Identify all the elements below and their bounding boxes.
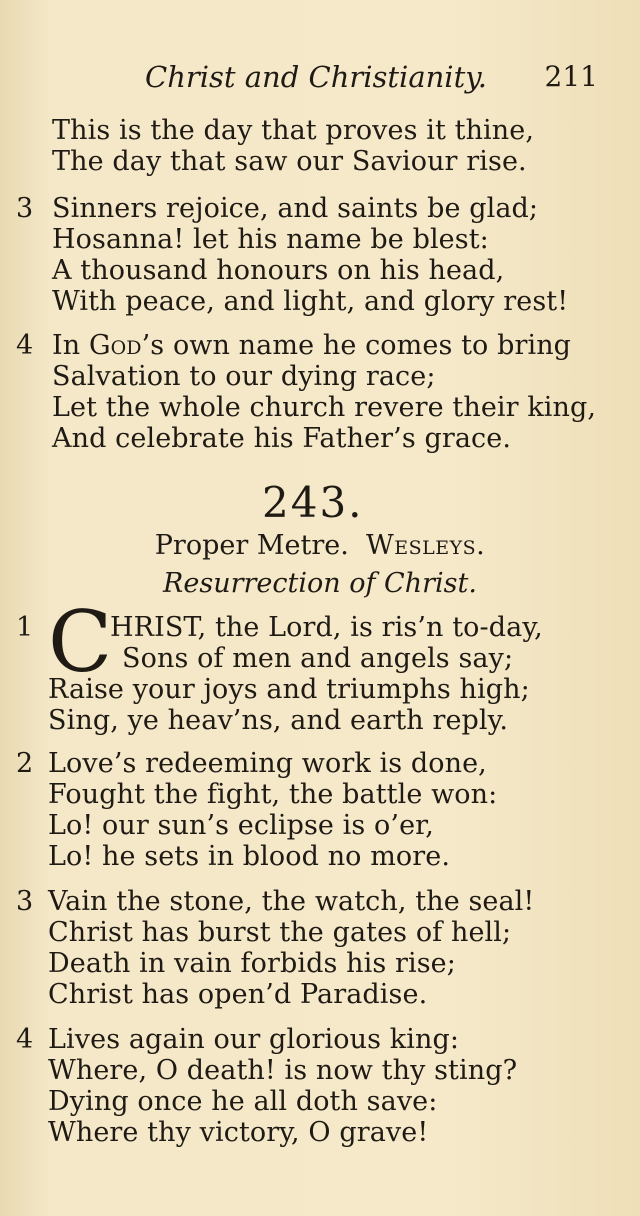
verse-line: Lo! our sun’s eclipse is o’er, xyxy=(48,810,434,841)
stanza-number: 2 xyxy=(16,748,34,779)
stanza-number: 1 xyxy=(16,612,34,643)
verse-line: Lives again our glorious king: xyxy=(48,1024,460,1055)
hymn-number: 243. xyxy=(262,478,364,527)
meter-line xyxy=(0,530,640,561)
verse-line: Hosanna! let his name be blest: xyxy=(52,224,489,255)
verse-line: With peace, and light, and glory rest! xyxy=(52,286,569,317)
running-head xyxy=(0,60,640,100)
hymn-subject: Resurrection of Christ. xyxy=(163,568,477,599)
verse-text: In xyxy=(52,330,89,361)
stanza-number: 3 xyxy=(16,886,34,917)
running-title: Christ and Christianity. xyxy=(145,60,487,94)
verse-line: Where, O death! is now thy sting? xyxy=(48,1055,518,1086)
verse-line: Love’s redeeming work is done, xyxy=(48,748,487,779)
verse-line xyxy=(52,330,571,361)
verse-line: HRIST, the Lord, is ris’n to-day, xyxy=(110,612,543,643)
page-number: 211 xyxy=(544,60,598,93)
drop-cap: C xyxy=(48,593,113,691)
verse-line: A thousand honours on his head, xyxy=(52,255,505,286)
verse-line: Death in vain forbids his rise; xyxy=(48,948,456,979)
verse-line: Dying once he all doth save: xyxy=(48,1086,438,1117)
stanza-number: 3 xyxy=(16,193,34,224)
verse-line: Let the whole church revere their king, xyxy=(52,392,597,423)
verse-line: Christ has burst the gates of hell; xyxy=(48,917,512,948)
verse-line: Sinners rejoice, and saints be glad; xyxy=(52,193,539,224)
verse-line: This is the day that proves it thine, xyxy=(52,115,535,146)
meter: Proper Metre. xyxy=(154,530,349,561)
verse-line: Sons of men and angels say; xyxy=(122,643,514,674)
stanza-number: 4 xyxy=(16,1024,34,1055)
verse-text: ’s own name he comes to bring xyxy=(141,330,572,361)
verse-line: Salvation to our dying race; xyxy=(52,361,436,392)
divine-name: God xyxy=(88,330,142,361)
verse-line: And celebrate his Father’s grace. xyxy=(52,423,512,454)
verse-line: Lo! he sets in blood no more. xyxy=(48,841,451,872)
verse-line: The day that saw our Saviour rise. xyxy=(52,146,527,177)
verse-line: Raise your joys and triumphs high; xyxy=(48,674,530,705)
verse-line: Where thy victory, O grave! xyxy=(48,1117,429,1148)
verse-line: Sing, ye heav’ns, and earth reply. xyxy=(48,705,509,736)
stanza-number: 4 xyxy=(16,330,34,361)
verse-line: Vain the stone, the watch, the seal! xyxy=(48,886,535,917)
verse-line: Fought the fight, the battle won: xyxy=(48,779,498,810)
author: Wesleys. xyxy=(365,530,486,561)
verse-line: Christ has open’d Paradise. xyxy=(48,979,428,1010)
